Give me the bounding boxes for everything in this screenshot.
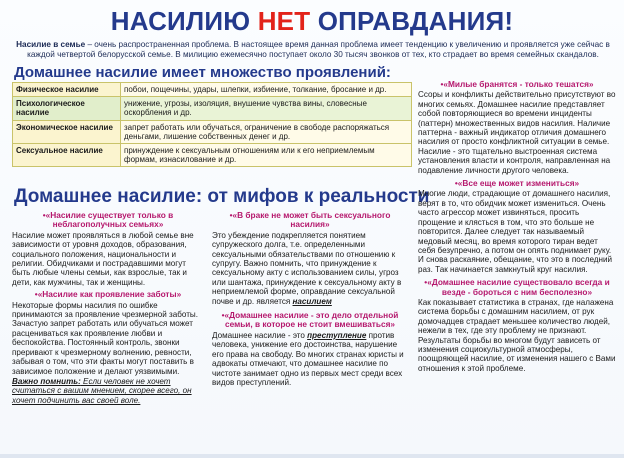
form-desc: запрет работать или обучаться, ограничение в свободе распоряжаться деньгами, лишение собственных денег и др.	[121, 120, 412, 143]
page-title: НАСИЛИЮ НЕТ ОПРАВДАНИЯ!	[110, 6, 514, 36]
myths-heading: Домашнее насилие: от мифов к реальности	[14, 186, 430, 207]
intro-paragraph: Насилие в семье – очень распространенная проблема. В настоящее время данная проблема имеет тенденцию к увеличению и проявляется уже сейчас в каждой четвертой белорусской семье. В милицию ежемесячно поступает около 30 тысяч звонков от тех, кто страдает во время семейных скандалов.	[16, 40, 610, 59]
myth-title: •«Насилие как проявление заботы»	[34, 289, 182, 300]
violence-forms-table	[12, 82, 412, 167]
myth-text: Домашнее насилие - это преступление против человека, унижение его достоинства, нарушение его права на свободу. Во многих странах юристы и адвокаты отмечают, что домашнее насилие по чистоте занимает одно из первых мест среди всех видов преступлений.	[212, 330, 404, 387]
table-row	[13, 97, 412, 120]
myth-text: Это убеждение подкрепляется понятием супружеского долга, т.е. определенными сексуальными обязательствами по отношению к супругу. Важно помнить, что принуждение к сексуальному акту с использованием силы, угроз или шантажа, принуждение к сексуальному акту в неприемлемой форме, оправдание сексуальной почве и др. является насилием	[212, 230, 402, 306]
form-type: Физическое насилие	[13, 83, 121, 97]
bottom-edge	[0, 454, 624, 458]
form-desc: принуждение к сексуальным отношениям или к его неприемлемым формам, изнасилование и др.	[121, 144, 412, 167]
myth-title: •«Милые бранятся - только тешатся»	[440, 79, 594, 89]
remember-note: Важно помнить: Если человек не хочет считаться с вашим мнением, скорее всего, он хочет подчинить вас своей воле.	[12, 376, 192, 405]
myth-text: Как показывает статистика в странах, где налажена система борьбы с домашним насилием, от рук домочадцев страдает меньшее количество людей, нежели в тех, где эту проблему не признают. Результаты борьбы во многом будут зависеть от изменения социокультурной атмосферы, поощряющей насилие, от изменения нашего с Вами отношения к этой проблеме.	[418, 297, 616, 373]
column-left	[12, 211, 204, 405]
form-desc: унижение, угрозы, изоляция, внушение чувства вины, словесные оскорбления и др.	[121, 97, 412, 120]
form-desc: побои, пощечины, удары, шлепки, избиение, толкание, бросание и др.	[121, 83, 412, 97]
myth-title: •«Насилие существует только в неблагополучных семьях»	[42, 210, 174, 230]
myth-title: •«Все еще может измениться»	[454, 178, 580, 189]
column-right	[418, 80, 616, 373]
myth-text: Насилие может проявляться в любой семье вне зависимости от уровня доходов, образования, социального положения, национальности и религии. Обидчиками и пострадавшими могут быть любые члены семьи, как взрослые, так и дети, как мужчины, так и женщины.	[12, 230, 194, 287]
myth-title: •«В браке не может быть сексуального насилия»	[229, 210, 391, 230]
myth-title: •«Домашнее насилие - это дело отдельной семьи, в которое не стоит вмешиваться»	[221, 310, 399, 330]
column-middle	[212, 211, 408, 387]
form-type: Экономическое насилие	[13, 120, 121, 143]
myth-text: Ссоры и конфликты действительно присутствуют во многих семьях. Домашнее насилие представляет собой повторяющиеся во времени инциденты (паттерн) множественных видов насилия. Наличие паттерна - важный индикатор отличия домашнего насилия от просто конфликтной ситуации в семье. Насилие - это тщательно выстроенная система установления власти и контроля, направленная на подавление личности другого человека.	[418, 90, 616, 175]
title-highlight: НЕТ	[257, 6, 311, 36]
myth-text: Многие люди, страдающие от домашнего насилия, верят в то, что обидчик может измениться. Очень часто агрессор может извиняться, просить прощение и клясться в том, что это больше не повторится. Далее следует так называемый медовый месяц, во время которого тиран ведет себя безупречно, а потом он опять поднимает руку. И снова раскаяние, обещание, что это в последний раз. Так начинается замкнутый круг насилия.	[418, 189, 613, 274]
table-row	[13, 83, 412, 97]
myth-title: •«Домашнее насилие существовало всегда и везде - бороться с ним бесполезно»	[424, 277, 610, 297]
form-type: Психологическое насилие	[13, 97, 121, 120]
form-type: Сексуальное насилие	[13, 144, 121, 167]
table-row	[13, 144, 412, 167]
table-row	[13, 120, 412, 143]
myth-text: Некоторые формы насилия по ошибке принимаются за проявление чрезмерной заботы. Зачастую запрет работать или обучаться может расцениваться как проявление любви и беспокойства. Постоянный контроль, звонки преривают к чрезмерному волнению, ревности, забывая о том, что эти факты могут поставить в зависимое положение и делают уязвимыми.	[12, 300, 198, 376]
forms-heading: Домашнее насилие имеет множество проявлений:	[14, 64, 391, 81]
